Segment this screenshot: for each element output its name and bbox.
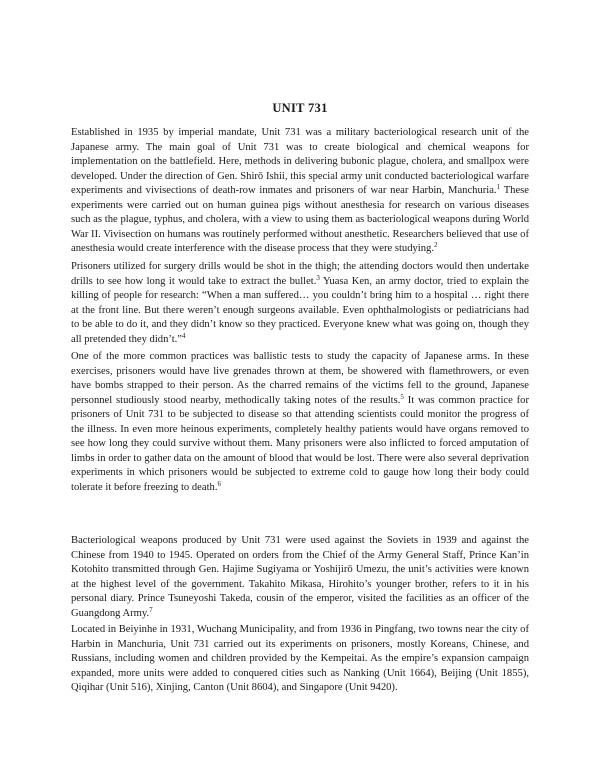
- paragraph-text: It was common practice for prisoners of Unit 731 to be subjected to disease so that attending scientists could monitor the progress of the illness. In even more heinous experiments, completely healthy patients would have organs removed to see how long they could survive without them. Many prisoners were also inflicted to forced amputation of limbs in order to gather data on the amount of blood that would be lost. There were also several deprivation experiments in which prisoners would be subjected to extreme cold to gauge how long their body could tolerate it before freezing to death.: [71, 394, 529, 493]
- paragraph-establishment: [71, 126, 529, 257]
- paragraph-text: One of the more common practices was ballistic tests to study the capacity of Japanese arms. In these exercises, prisoners would have live grenades thrown at them, be showered with flamethrowers, or even have bombs strapped to their person. As the charred remains of the victims fell to the ground, Japanese personnel studiously stood nearby, methodically taking notes of the results.: [71, 351, 529, 406]
- footnote-ref-7: 7: [149, 605, 153, 614]
- footnote-ref-4: 4: [182, 331, 186, 340]
- paragraph-weapons-use: [71, 534, 529, 621]
- paragraph-ballistic-tests: [71, 350, 529, 495]
- page-title: UNIT 731: [272, 101, 328, 115]
- footnote-ref-3: 3: [316, 273, 320, 282]
- footnote-ref-5: 5: [400, 392, 404, 401]
- footnote-ref-1: 1: [496, 183, 501, 192]
- paragraph-text: These experiments were carried out on human guinea pigs without anesthesia for research on various diseases such as the plague, typhus, and cholera, with a view to using them as bacteriological weapons during World War II. Vivisection on humans was routinely performed without anesthetic. Researchers believed that use of anesthesia would create interference with the disease process that they were studying.: [71, 185, 529, 255]
- footnote-ref-6: 6: [217, 479, 221, 488]
- paragraph-text: Yuasa Ken, an army doctor, tried to explain the killing of people for research: “When a man suffered… you couldn’t bring him to a hospital … right there at the front line. But there weren’t enough surgeons available. Even ophthalmologists or pediatricians had to be able to do it, and they didn’t know so they practiced. Everyone knew what was going on, though they all pretended they didn’t.”: [71, 275, 529, 345]
- paragraph-locations: [71, 623, 529, 696]
- paragraph-surgery-drills: [71, 260, 529, 347]
- paragraph-text: Bacteriological weapons produced by Unit 731 were used against the Soviets in 1939 and against the Chinese from 1940 to 1945. Operated on orders from the Chief of the Army General Staff, Prince Kan’in Kotohito transmitted through Gen. Hajime Sugiyama or Yoshijirō Umezu, the unit’s activities were known at the highest level of the government. Takahito Mikasa, Hirohito’s younger brother, refers to it in his personal diary. Prince Tsuneyoshi Takeda, cousin of the emperor, visited the facilities as an officer of the Guangdong Army.: [71, 535, 529, 619]
- paragraph-text: Located in Beiyinhe in 1931, Wuchang Municipality, and from 1936 in Pingfang, two towns near the city of Harbin in Manchuria, Unit 731 carried out its experiments on prisoners, mostly Koreans, Chinese, and Russians, including women and children provided by the Kempeitai. As the empire’s expansion campaign expanded, more units were added to conquered cities such as Nanking (Unit 1664), Beijing (Unit 1855), Qiqihar (Unit 516), Xinjing, Canton (Unit 8604), and Singapore (Unit 9420).: [71, 624, 529, 694]
- footnote-ref-2: 2: [434, 241, 438, 250]
- paragraph-text: Prisoners utilized for surgery drills would be shot in the thigh; the attending doctors would then undertake drills to see how long it would take to extract the bullet.: [71, 261, 529, 287]
- paragraph-text: Established in 1935 by imperial mandate, Unit 731 was a military bacteriological research unit of the Japanese army. The main goal of Unit 731 was to create biological and chemical weapons for implementation on the battlefield. Here, methods in delivering bubonic plague, cholera, and smallpox were developed. Under the direction of Gen. Shirō Ishii, this special army unit conducted bacteriological warfare experiments and vivisections of death-row inmates and prisoners of war near Harbin, Manchuria.: [71, 127, 529, 197]
